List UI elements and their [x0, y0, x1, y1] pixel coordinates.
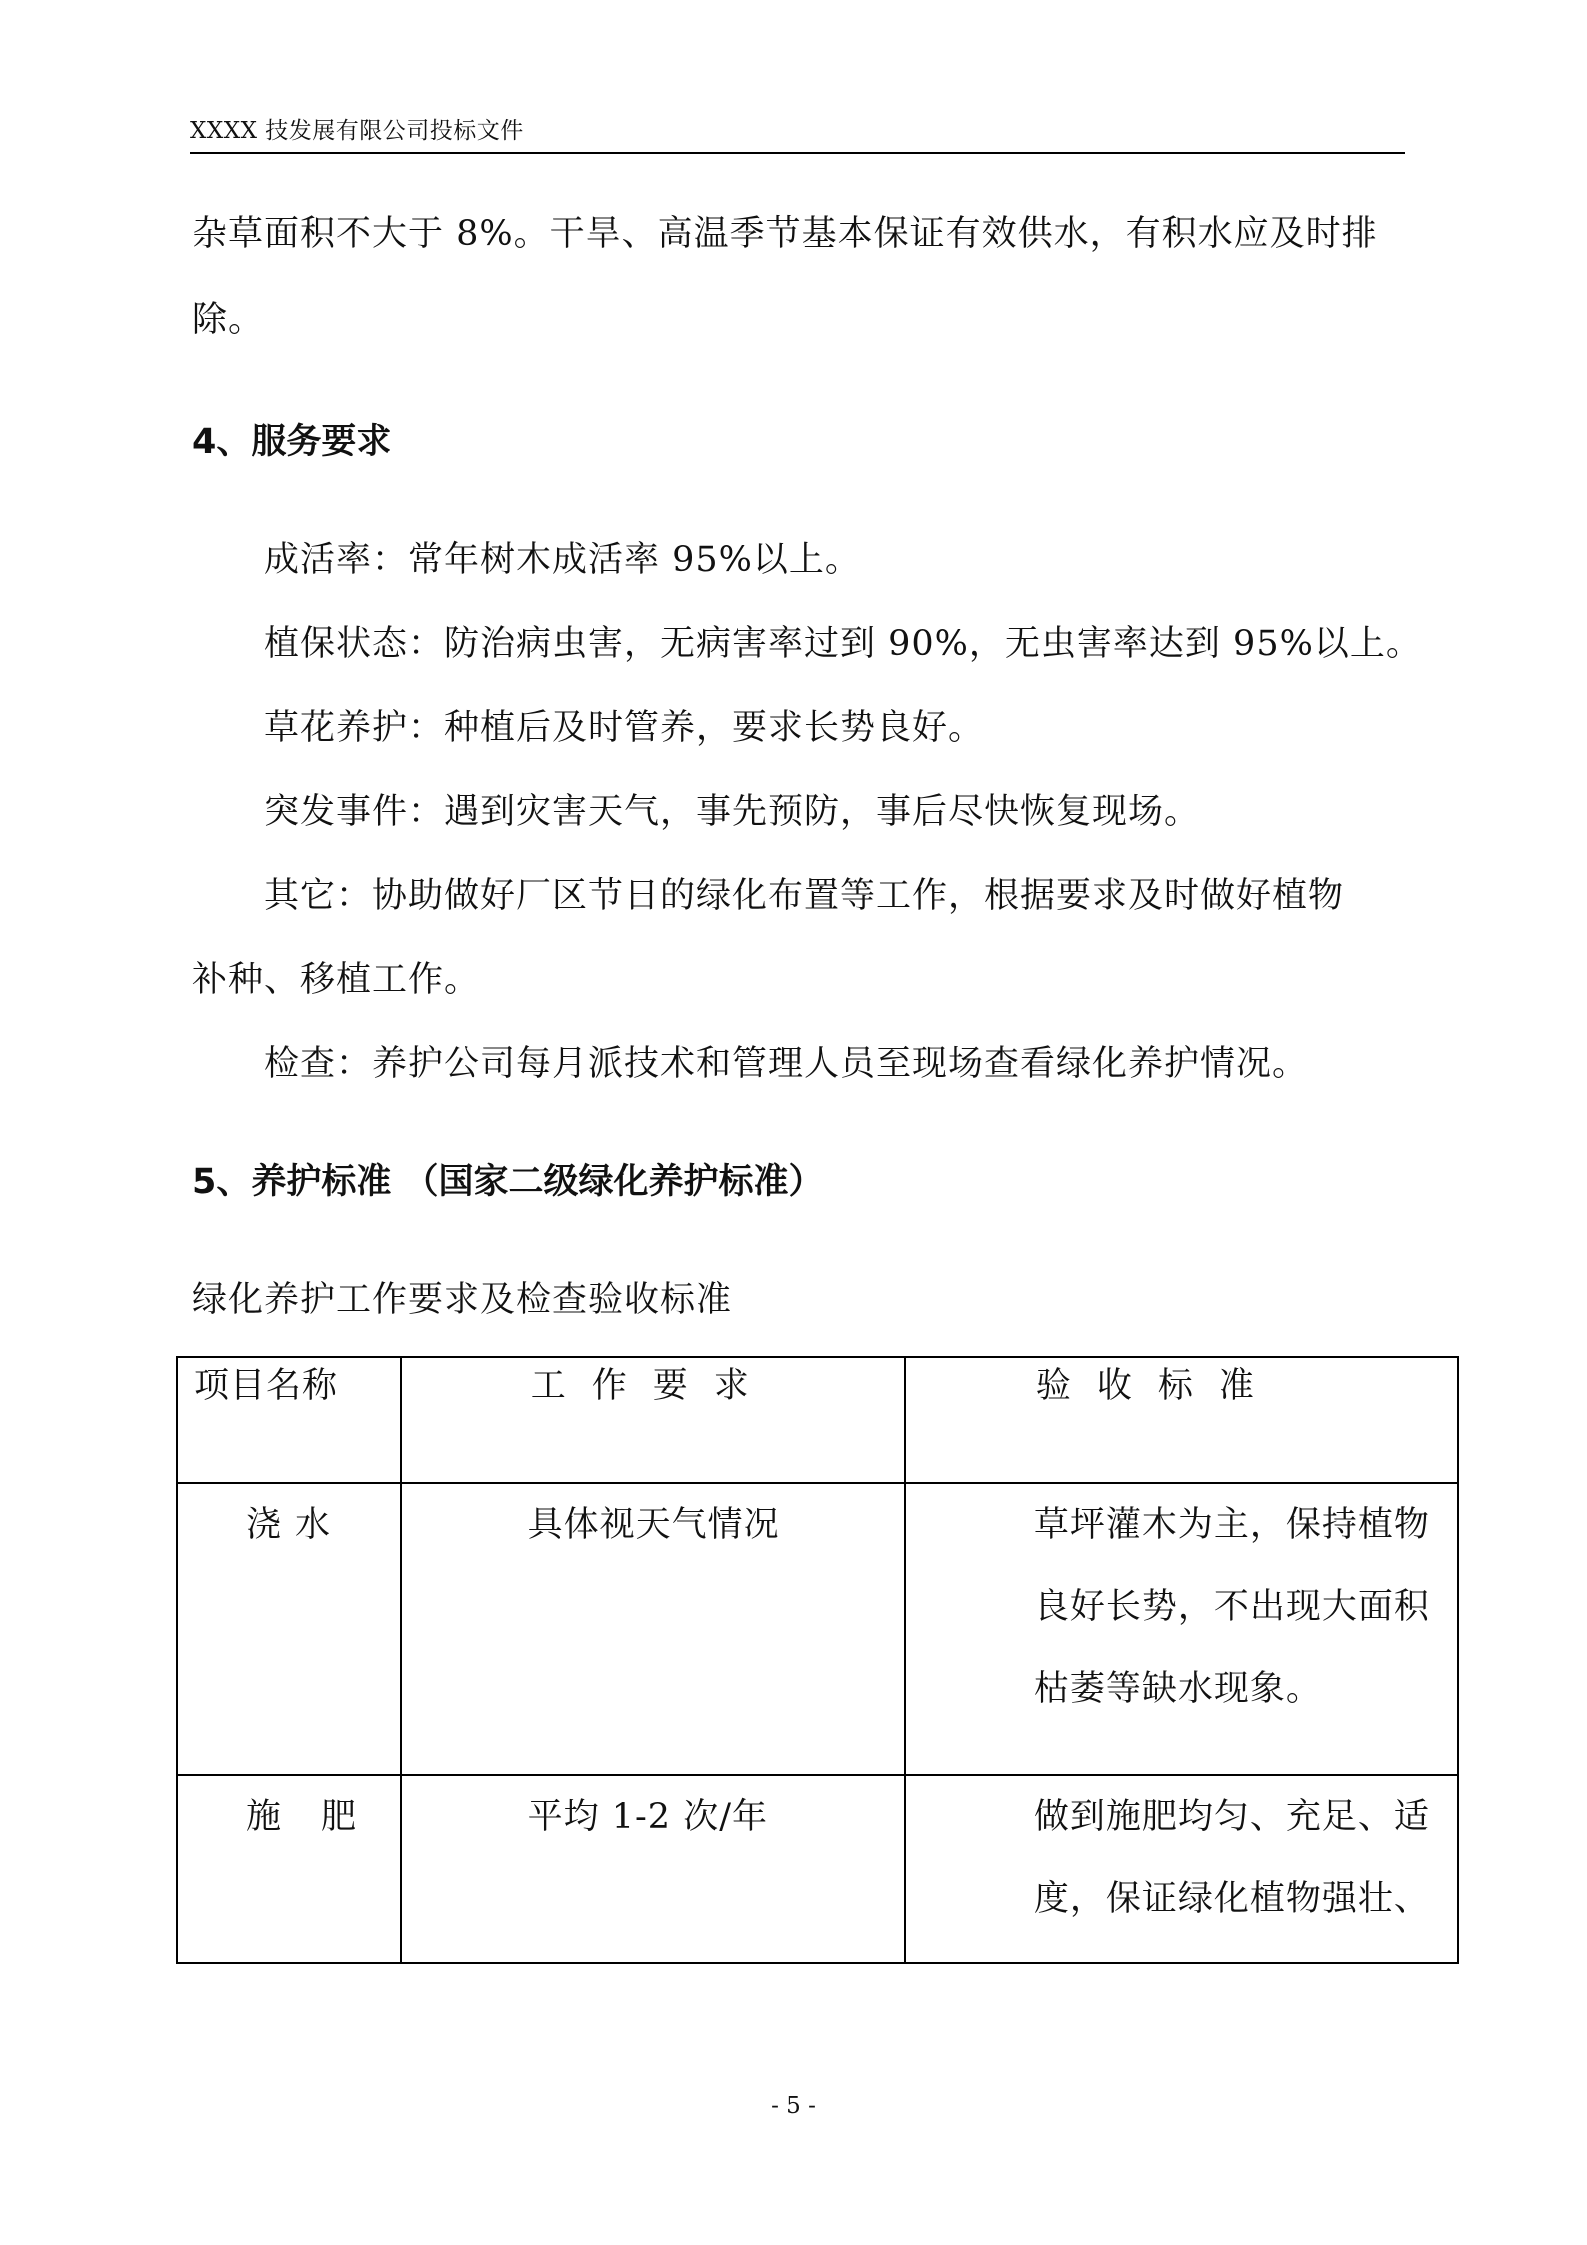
table-cell: [905, 1483, 1458, 1775]
header-cell-name: [177, 1357, 401, 1483]
table-cell: [177, 1775, 401, 1963]
table-row: [177, 1775, 1458, 1963]
item-standard-line: 枯萎等缺水现象。: [1033, 1669, 1322, 1709]
item-work: 平均 1-2 次/年: [527, 1797, 768, 1837]
paragraph-plant-protection: 植保状态：防治病虫害，无病害率过到 90%，无虫害率达到 95%以上。: [264, 624, 1422, 664]
table-cell: [905, 1775, 1458, 1963]
header-title: XXXX 技发展有限公司投标文件: [190, 118, 524, 144]
table-cell: [177, 1483, 401, 1775]
item-name: 施肥: [246, 1797, 397, 1837]
paragraph-line: 杂草面积不大于 8%。干旱、高温季节基本保证有效供水，有积水应及时排: [192, 214, 1378, 254]
item-standard-line: 做到施肥均匀、充足、适: [1033, 1797, 1430, 1837]
header-label: 工作要求: [530, 1366, 775, 1406]
table-cell: [401, 1483, 905, 1775]
page-number: - 5 -: [771, 2093, 816, 2119]
page-header: [190, 112, 1405, 154]
paragraph-emergency: 突发事件：遇到灾害天气，事先预防，事后尽快恢复现场。: [264, 792, 1201, 832]
paragraph-flowers: 草花养护：种植后及时管养，要求长势良好。: [264, 708, 985, 748]
table-row: [177, 1483, 1458, 1775]
item-standard-line: 草坪灌木为主，保持植物: [1033, 1505, 1430, 1545]
item-name: 浇水: [246, 1505, 345, 1545]
header-label: 验收标准: [1035, 1366, 1280, 1406]
table-header-row: [177, 1357, 1458, 1483]
header-cell-work: [401, 1357, 905, 1483]
table-caption: 绿化养护工作要求及检查验收标准: [192, 1280, 733, 1320]
paragraph-line: 除。: [192, 300, 265, 340]
table-cell: [401, 1775, 905, 1963]
section-heading-4: 4、服务要求: [192, 422, 392, 462]
header-cell-check: [905, 1357, 1458, 1483]
item-standard-line: 度，保证绿化植物强壮、: [1033, 1879, 1430, 1919]
section-heading-5: 5、养护标准 （国家二级绿化养护标准）: [192, 1162, 824, 1202]
item-work: 具体视天气情况: [527, 1505, 780, 1545]
header-label: 项目名称: [194, 1366, 339, 1406]
maintenance-standards-table: [176, 1356, 1459, 1964]
paragraph-inspection: 检查：养护公司每月派技术和管理人员至现场查看绿化养护情况。: [264, 1044, 1309, 1084]
paragraph-other-cont: 补种、移植工作。: [192, 960, 481, 1000]
paragraph-other: 其它：协助做好厂区节日的绿化布置等工作，根据要求及时做好植物: [264, 876, 1345, 916]
paragraph-survival: 成活率：常年树木成活率 95%以上。: [264, 540, 861, 580]
item-standard-line: 良好长势，不出现大面积: [1033, 1587, 1430, 1627]
